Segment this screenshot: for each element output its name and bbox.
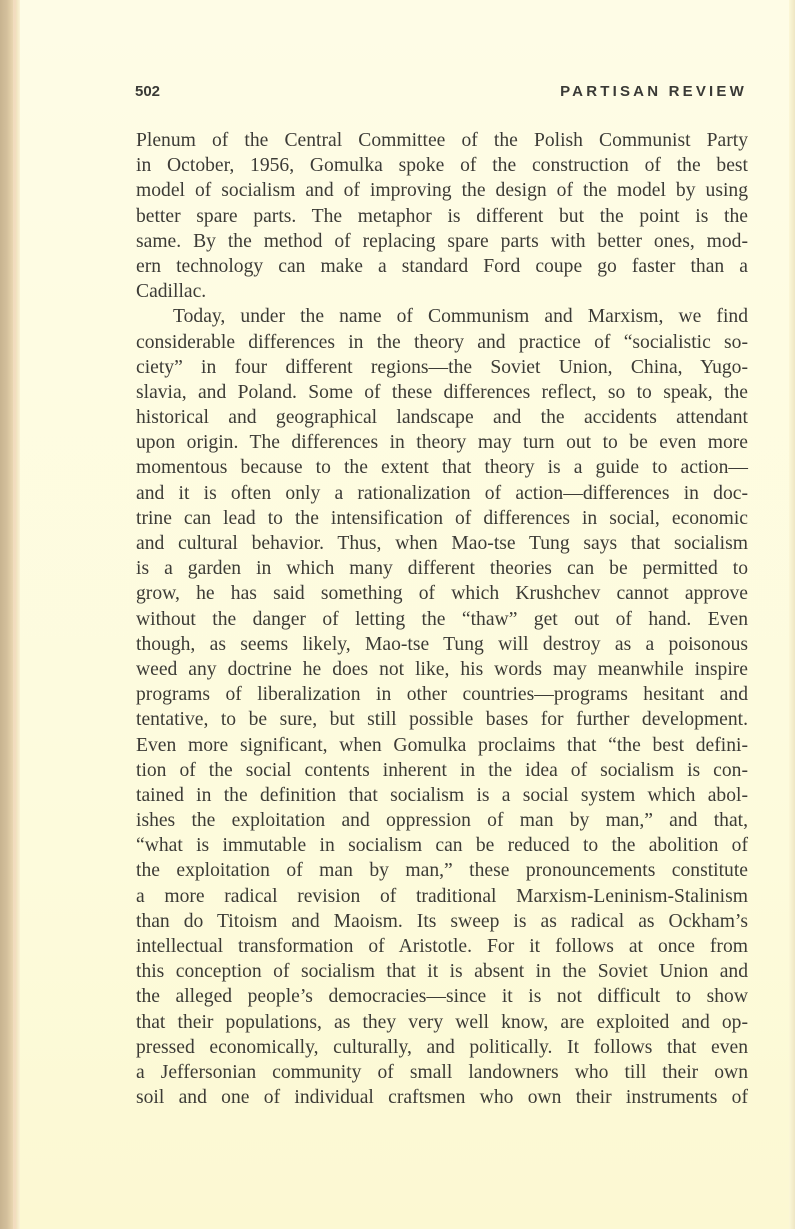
text-line: ciety” in four different regions—the Soviet Union, China, Yugo-: [136, 356, 748, 378]
text-line: the alleged people’s democracies—since it is not difficult to show: [136, 986, 748, 1008]
text-line: ishes the exploitation and oppression of man by man,” and that,: [136, 810, 748, 832]
text-line: model of socialism and of improving the design of the model by using: [136, 180, 748, 202]
text-line: soil and one of individual craftsmen who own their instruments of: [136, 1087, 748, 1109]
running-head: PARTISAN REVIEW: [560, 83, 747, 100]
text-line: intellectual transformation of Aristotle. For it follows at once from: [136, 936, 748, 957]
page-header: [135, 83, 747, 107]
paragraph-1: [136, 128, 748, 304]
text-line: momentous because to the extent that theory is a guide to action—: [136, 457, 748, 479]
page-binding-edge: [0, 0, 20, 1229]
page-number: 502: [135, 83, 161, 100]
text-line: historical and geographical landscape and the accidents attendant: [136, 407, 748, 429]
text-line: that their populations, as they very well know, are exploited and op-: [136, 1011, 748, 1033]
text-line: considerable differences in the theory and practice of “socialistic so-: [136, 331, 748, 353]
text-line: in October, 1956, Gomulka spoke of the construction of the best: [136, 155, 748, 177]
text-line: Cadillac.: [136, 281, 207, 303]
text-line: and it is often only a rationalization of action—differences in doc-: [136, 482, 748, 504]
text-line: a more radical revision of traditional Marxism-Leninism-Stalinism: [136, 885, 748, 907]
text-line: and cultural behavior. Thus, when Mao-tse Tung says that socialism: [136, 533, 748, 554]
text-line: upon origin. The differences in theory may turn out to be even more: [136, 432, 748, 454]
text-line: weed any doctrine he does not like, his words may meanwhile inspire: [136, 658, 748, 680]
text-line: pressed economically, culturally, and politically. It follows that even: [136, 1036, 748, 1058]
text-line: same. By the method of replacing spare parts with better ones, mod-: [136, 230, 748, 252]
paragraph-2: [136, 304, 748, 1110]
text-line: the exploitation of man by man,” these pronouncements constitute: [136, 860, 748, 882]
text-line: Plenum of the Central Committee of the Polish Communist Party: [136, 130, 748, 151]
text-line: trine can lead to the intensification of differences in social, economic: [136, 507, 748, 529]
text-line: tion of the social contents inherent in the idea of socialism is con-: [136, 759, 748, 781]
binding-crease: [13, 0, 16, 1229]
text-line: without the danger of letting the “thaw” get out of hand. Even: [136, 608, 748, 630]
text-line: “what is immutable in socialism can be reduced to the abolition of: [136, 835, 748, 857]
text-line: grow, he has said something of which Krushchev cannot approve: [136, 583, 748, 605]
text-line: Even more significant, when Gomulka proclaims that “the best defini-: [136, 734, 748, 756]
text-line: this conception of socialism that it is absent in the Soviet Union and: [136, 961, 748, 983]
text-line: tained in the definition that socialism is a social system which abol-: [136, 784, 748, 806]
text-line: though, as seems likely, Mao-tse Tung will destroy as a poisonous: [136, 633, 748, 655]
text-line: slavia, and Poland. Some of these differences reflect, so to speak, the: [136, 381, 748, 403]
text-line: programs of liberalization in other countries—programs hesitant and: [136, 684, 748, 706]
text-line: better spare parts. The metaphor is different but the point is the: [136, 205, 748, 227]
text-line: ern technology can make a standard Ford coupe go faster than a: [136, 255, 748, 277]
text-line: than do Titoism and Maoism. Its sweep is as radical as Ockham’s: [136, 910, 748, 932]
text-line: a Jeffersonian community of small landowners who till their own: [136, 1061, 748, 1083]
text-line: is a garden in which many different theories can be permitted to: [136, 558, 748, 580]
body-text: [136, 128, 748, 1110]
text-line: tentative, to be sure, but still possible bases for further development.: [136, 709, 748, 731]
text-line: Today, under the name of Communism and Marxism, we find: [173, 306, 748, 328]
page-right-edge: [789, 0, 795, 1229]
